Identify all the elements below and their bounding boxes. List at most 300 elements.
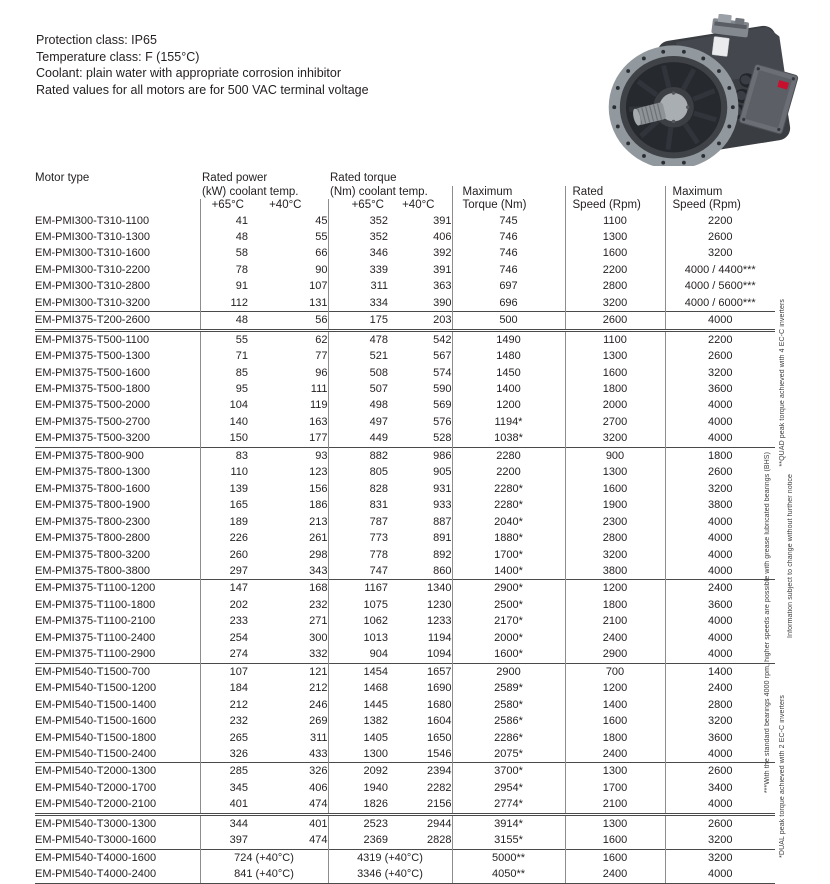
cell-ms: 4000 xyxy=(665,397,775,413)
cell-t65: 747 xyxy=(328,563,388,580)
cell-motor: EM-PMI375-T1100-2900 xyxy=(35,648,156,661)
cell-rs: 1600 xyxy=(565,365,665,381)
cell-p65: 41 xyxy=(200,213,248,229)
cell-p40: 406 xyxy=(309,781,328,794)
cell-rs: 1600 xyxy=(565,245,665,261)
cell-rs: 1300 xyxy=(565,348,665,364)
cell-t65: 828 xyxy=(328,481,388,497)
cell-p40: 45 xyxy=(315,214,328,227)
cell-p40: 474 xyxy=(309,834,328,847)
cell-t40: 1690 xyxy=(427,682,452,695)
cell-ms: 4000 xyxy=(665,866,775,883)
cell-p40: 332 xyxy=(309,648,328,661)
cell-motor: EM-PMI375-T800-2800 xyxy=(35,532,150,545)
cell-rs: 1700 xyxy=(565,780,665,796)
cell-rs: 2100 xyxy=(565,613,665,629)
cell-t40: 391 xyxy=(433,214,452,227)
header-torque-unit: (Nm) coolant temp. xyxy=(330,185,428,198)
cell-p65: 254 xyxy=(200,630,248,646)
cell-maxt: 2040* xyxy=(452,514,565,530)
cell-ms: 2200 xyxy=(665,213,775,229)
cell-t65: 1826 xyxy=(328,796,388,814)
cell-t65: 339 xyxy=(328,262,388,278)
cell-t65: 1062 xyxy=(328,613,388,629)
table-row xyxy=(35,697,775,713)
cell-p65: 397 xyxy=(200,832,248,849)
cell-rs: 1200 xyxy=(565,680,665,696)
motor-photo xyxy=(602,14,812,166)
cell-t40: 891 xyxy=(433,532,452,545)
cell-t40: 203 xyxy=(388,312,452,330)
cell-t65: 175 xyxy=(328,312,388,330)
cell-maxt: 2586* xyxy=(452,713,565,729)
cell-rs: 1800 xyxy=(565,597,665,613)
table-row xyxy=(35,348,775,364)
cell-p65: 140 xyxy=(200,414,248,430)
cell-p65: 147 xyxy=(200,580,248,597)
cell-p40: 77 xyxy=(315,350,328,363)
cell-motor: EM-PMI375-T800-1300 xyxy=(35,466,150,479)
table-row xyxy=(35,563,775,580)
cell-p65: 184 xyxy=(200,680,248,696)
cell-motor: EM-PMI300-T310-1300 xyxy=(35,230,150,243)
table-body xyxy=(35,213,775,884)
cell-p65: 265 xyxy=(200,730,248,746)
header-rated-torque: Rated torque xyxy=(330,172,397,184)
cell-ms: 3600 xyxy=(665,730,775,746)
cell-ms: 2600 xyxy=(665,348,775,364)
cell-p65: 150 xyxy=(200,430,248,447)
cell-p40: 111 xyxy=(310,383,328,396)
cell-t40: 2394 xyxy=(388,763,452,780)
cell-p40: 96 xyxy=(315,366,328,379)
cell-t65: 773 xyxy=(328,530,388,546)
cell-p40: 163 xyxy=(309,415,328,428)
cell-t65: 1167 xyxy=(328,580,388,597)
cell-rs: 2100 xyxy=(565,796,665,814)
cell-maxt: 2280 xyxy=(452,447,565,464)
cell-motor: EM-PMI375-T1100-1800 xyxy=(35,598,156,611)
cell-rs: 2400 xyxy=(565,746,665,763)
table-row xyxy=(35,278,775,294)
cell-p65: 71 xyxy=(200,348,248,364)
header-power-65: +65°C xyxy=(200,199,248,213)
table-row xyxy=(35,746,775,763)
cell-p65: 58 xyxy=(200,245,248,261)
cell-maxt: 696 xyxy=(452,295,565,312)
cell-p65: 232 xyxy=(200,713,248,729)
cell-motor: EM-PMI540-T4000-1600 xyxy=(35,849,200,866)
cell-p40: 343 xyxy=(309,565,328,578)
cell-tm: 4319 (+40°C) xyxy=(328,849,452,866)
cell-p65: 55 xyxy=(200,330,248,348)
cell-t40: 1194 xyxy=(427,631,452,644)
cell-t40: 2282 xyxy=(427,781,452,794)
cell-ms: 3200 xyxy=(665,849,775,866)
header-torque-65: +65°C xyxy=(328,199,388,213)
cell-p65: 202 xyxy=(200,597,248,613)
cell-motor: EM-PMI375-T500-3200 xyxy=(35,432,150,445)
cell-ms: 2600 xyxy=(665,229,775,245)
cell-p40: 311 xyxy=(309,731,328,744)
cell-t65: 507 xyxy=(328,381,388,397)
cell-rs: 1600 xyxy=(565,849,665,866)
cell-p40: 156 xyxy=(309,482,328,495)
header-rated-power: Rated power xyxy=(202,172,268,184)
cell-t40: 892 xyxy=(433,548,452,561)
cell-t40: 567 xyxy=(433,350,452,363)
cell-t65: 352 xyxy=(328,229,388,245)
cell-rs: 1300 xyxy=(565,229,665,245)
table-row xyxy=(35,832,775,849)
cell-p65: 344 xyxy=(200,814,248,832)
cell-p65: 85 xyxy=(200,365,248,381)
cell-t40: 860 xyxy=(433,565,452,578)
cell-t65: 1382 xyxy=(328,713,388,729)
table-row xyxy=(35,213,775,229)
cell-maxt: 745 xyxy=(452,213,565,229)
cell-p40: 90 xyxy=(315,263,328,276)
cell-t65: 1940 xyxy=(328,780,388,796)
cell-t40: 2944 xyxy=(388,814,452,832)
table-row xyxy=(35,613,775,629)
cell-pm: 724 (+40°C) xyxy=(200,849,328,866)
cell-maxt: 1490 xyxy=(452,330,565,348)
cell-motor: EM-PMI540-T3000-1600 xyxy=(35,834,157,847)
cell-t40: 1094 xyxy=(427,648,452,661)
cell-p40: 55 xyxy=(315,230,328,243)
motor-spec-table xyxy=(35,172,775,884)
cell-t40: 2156 xyxy=(427,798,452,811)
info-line-protection: Protection class: IP65 xyxy=(36,33,157,47)
cell-rs: 2200 xyxy=(565,262,665,278)
cell-p65: 78 xyxy=(200,262,248,278)
footnote-subject-to-change: Information subject to change without further notice xyxy=(787,474,794,638)
cell-motor: EM-PMI540-T1500-2400 xyxy=(35,748,157,760)
cell-ms: 2400 xyxy=(665,580,775,597)
cell-t40: 1230 xyxy=(427,598,452,611)
table-row xyxy=(35,330,775,348)
cell-rs: 700 xyxy=(565,663,665,680)
cell-maxt: 697 xyxy=(452,278,565,294)
table-row xyxy=(35,447,775,464)
cell-rs: 2400 xyxy=(565,866,665,883)
cell-rs: 1800 xyxy=(565,381,665,397)
cell-t40: 542 xyxy=(388,330,452,348)
cell-motor: EM-PMI540-T1500-1200 xyxy=(35,682,157,695)
cell-maxt: 1600* xyxy=(452,646,565,663)
cell-maxt: 1400 xyxy=(452,381,565,397)
cell-t40: 528 xyxy=(433,432,452,445)
table-row xyxy=(35,763,775,780)
cell-motor: EM-PMI375-T500-1600 xyxy=(35,366,150,379)
cell-motor: EM-PMI300-T310-2800 xyxy=(35,280,150,293)
cell-p65: 165 xyxy=(200,497,248,513)
cell-ms: 4000 xyxy=(665,746,775,763)
cell-maxt: 1700* xyxy=(452,547,565,563)
info-line-coolant: Coolant: plain water with appropriate corrosion inhibitor xyxy=(36,66,342,81)
cell-ms: 4000 xyxy=(665,430,775,447)
cell-p40: 213 xyxy=(309,515,328,528)
table-row xyxy=(35,814,775,832)
cell-p40: 131 xyxy=(309,296,328,309)
cell-t40: 933 xyxy=(433,499,452,512)
table-row xyxy=(35,547,775,563)
cell-motor: EM-PMI375-T500-2700 xyxy=(35,415,150,428)
cell-p65: 110 xyxy=(200,464,248,480)
cell-p40: 212 xyxy=(309,682,328,695)
cell-ms: 4000 xyxy=(665,563,775,580)
cell-t40: 391 xyxy=(433,263,452,276)
cell-t40: 569 xyxy=(433,399,452,412)
cell-t40: 1233 xyxy=(427,615,452,628)
cell-t65: 2523 xyxy=(328,814,388,832)
cell-rs: 1100 xyxy=(565,330,665,348)
table-row xyxy=(35,312,775,330)
cell-maxt: 2500* xyxy=(452,597,565,613)
cell-t40: 1546 xyxy=(427,748,452,760)
table-row xyxy=(35,780,775,796)
cell-maxt: 1400* xyxy=(452,563,565,580)
cell-t65: 497 xyxy=(328,414,388,430)
cell-maxt: 746 xyxy=(452,262,565,278)
cell-p65: 326 xyxy=(200,746,248,763)
table-row xyxy=(35,866,775,883)
cell-ms: 4000 / 6000*** xyxy=(665,295,775,312)
cell-rs: 1600 xyxy=(565,713,665,729)
cell-p40: 246 xyxy=(309,698,328,711)
cell-maxt: 2774* xyxy=(452,796,565,814)
cell-t65: 904 xyxy=(328,646,388,663)
cell-motor: EM-PMI375-T800-2300 xyxy=(35,515,150,528)
cell-ms: 2400 xyxy=(665,680,775,696)
header-max-torque: Maximum Torque (Nm) xyxy=(452,186,565,213)
cell-ms: 2200 xyxy=(665,330,775,348)
cell-maxt: 2280* xyxy=(452,481,565,497)
cell-p65: 107 xyxy=(200,663,248,680)
cell-rs: 1600 xyxy=(565,481,665,497)
cell-motor: EM-PMI540-T2000-1700 xyxy=(35,781,157,794)
cell-rs: 2400 xyxy=(565,630,665,646)
cell-ms: 2800 xyxy=(665,697,775,713)
cell-maxt: 3700* xyxy=(452,763,565,780)
cell-ms: 4000 xyxy=(665,796,775,814)
cell-t65: 346 xyxy=(328,245,388,261)
footnote-quad: **QUAD peak torque achieved with 4 EC-C inverters xyxy=(779,299,786,467)
cell-maxt: 746 xyxy=(452,229,565,245)
cell-t40: 931 xyxy=(433,482,452,495)
cell-t65: 2369 xyxy=(328,832,388,849)
cell-ms: 4000 / 4400*** xyxy=(665,262,775,278)
cell-ms: 3600 xyxy=(665,597,775,613)
cell-p40: 269 xyxy=(309,715,328,728)
cell-rs: 2600 xyxy=(565,312,665,330)
info-block xyxy=(36,32,369,98)
table-row xyxy=(35,481,775,497)
cell-t65: 508 xyxy=(328,365,388,381)
cell-p40: 93 xyxy=(248,447,328,464)
cell-t40: 390 xyxy=(433,296,452,309)
cell-p65: 48 xyxy=(200,312,248,330)
table-row xyxy=(35,663,775,680)
cell-t40: 574 xyxy=(433,366,452,379)
cell-motor: EM-PMI540-T3000-1300 xyxy=(35,814,200,832)
cell-motor: EM-PMI540-T1500-700 xyxy=(35,663,200,680)
cell-rs: 1400 xyxy=(565,697,665,713)
cell-motor: EM-PMI540-T2000-1300 xyxy=(35,763,200,780)
cell-maxt: 2075* xyxy=(452,746,565,763)
cell-maxt: 1038* xyxy=(452,430,565,447)
cell-rs: 1100 xyxy=(565,213,665,229)
cell-p40: 186 xyxy=(309,499,328,512)
table-row xyxy=(35,365,775,381)
cell-rs: 1800 xyxy=(565,730,665,746)
table-row xyxy=(35,381,775,397)
cell-motor: EM-PMI375-T500-2000 xyxy=(35,399,150,412)
cell-ms: 4000 xyxy=(665,530,775,546)
cell-ms: 4000 xyxy=(665,414,775,430)
cell-rs: 1300 xyxy=(565,464,665,480)
cell-rs: 2900 xyxy=(565,646,665,663)
cell-p40: 271 xyxy=(309,615,328,628)
cell-rs: 2700 xyxy=(565,414,665,430)
cell-motor: EM-PMI300-T310-2200 xyxy=(35,263,150,276)
cell-rs: 1600 xyxy=(565,832,665,849)
cell-maxt: 2170* xyxy=(452,613,565,629)
cell-rs: 2000 xyxy=(565,397,665,413)
cell-p40: 261 xyxy=(309,532,328,545)
table-row xyxy=(35,630,775,646)
table-row xyxy=(35,397,775,413)
cell-p65: 345 xyxy=(200,780,248,796)
table-row xyxy=(35,229,775,245)
cell-p40: 121 xyxy=(248,663,328,680)
cell-p65: 233 xyxy=(200,613,248,629)
cell-maxt: 1450 xyxy=(452,365,565,381)
cell-ms: 1400 xyxy=(665,663,775,680)
cell-rs: 3800 xyxy=(565,563,665,580)
cell-p40: 474 xyxy=(309,798,328,811)
cell-motor: EM-PMI540-T2000-2100 xyxy=(35,798,157,811)
cell-t65: 1013 xyxy=(328,630,388,646)
cell-t40: 363 xyxy=(433,280,452,293)
cell-t65: 311 xyxy=(328,278,388,294)
table-row xyxy=(35,497,775,513)
cell-maxt: 2286* xyxy=(452,730,565,746)
cell-t65: 882 xyxy=(328,447,388,464)
cell-ms: 4000 xyxy=(665,547,775,563)
cell-motor: EM-PMI540-T1500-1400 xyxy=(35,698,157,711)
header-rated-speed: Rated Speed (Rpm) xyxy=(565,186,665,213)
cell-t40: 1657 xyxy=(388,663,452,680)
table-row xyxy=(35,680,775,696)
cell-p65: 189 xyxy=(200,514,248,530)
cell-p40: 168 xyxy=(248,580,328,597)
cell-t65: 831 xyxy=(328,497,388,513)
header-power-unit: (kW) coolant temp. xyxy=(202,185,299,198)
cell-motor: EM-PMI375-T500-1300 xyxy=(35,350,150,363)
cell-motor: EM-PMI375-T1100-2400 xyxy=(35,631,156,644)
cell-t40: 406 xyxy=(433,230,452,243)
cell-p40: 401 xyxy=(248,814,328,832)
cell-p40: 232 xyxy=(309,598,328,611)
cell-maxt: 1480 xyxy=(452,348,565,364)
cell-maxt: 746 xyxy=(452,245,565,261)
cell-p40: 62 xyxy=(248,330,328,348)
cell-motor: EM-PMI375-T500-1800 xyxy=(35,383,150,396)
cell-p40: 123 xyxy=(309,466,328,479)
cell-t40: 887 xyxy=(433,515,452,528)
cell-p65: 112 xyxy=(200,295,248,312)
cell-rs: 2800 xyxy=(565,278,665,294)
cell-p65: 226 xyxy=(200,530,248,546)
table-row xyxy=(35,796,775,814)
cell-rs: 2800 xyxy=(565,530,665,546)
cell-t40: 1650 xyxy=(427,731,452,744)
table-row xyxy=(35,414,775,430)
cell-motor: EM-PMI375-T200-2600 xyxy=(35,312,200,330)
table-header xyxy=(35,172,775,213)
table-row xyxy=(35,849,775,866)
cell-t40: 392 xyxy=(433,247,452,260)
table-row xyxy=(35,262,775,278)
cell-motor: EM-PMI375-T800-1900 xyxy=(35,499,150,512)
cell-p40: 433 xyxy=(309,748,328,760)
cell-ms: 3200 xyxy=(665,481,775,497)
cell-t65: 449 xyxy=(328,430,388,447)
cell-ms: 4000 / 5600*** xyxy=(665,278,775,294)
cell-p40: 300 xyxy=(309,631,328,644)
table-row xyxy=(35,295,775,312)
table-row xyxy=(35,646,775,663)
cell-p40: 177 xyxy=(309,432,328,445)
table-row xyxy=(35,430,775,447)
footnote-dual: *DUAL peak torque achieved with 2 EC-C inverters xyxy=(779,695,786,858)
cell-t65: 2092 xyxy=(328,763,388,780)
cell-ms: 4000 xyxy=(665,514,775,530)
cell-ms: 3600 xyxy=(665,381,775,397)
cell-motor: EM-PMI540-T4000-2400 xyxy=(35,866,200,883)
cell-t40: 1604 xyxy=(427,715,452,728)
cell-tm: 3346 (+40°C) xyxy=(328,866,452,883)
cell-t65: 1075 xyxy=(328,597,388,613)
table-row xyxy=(35,580,775,597)
header-max-speed: Maximum Speed (Rpm) xyxy=(665,186,775,213)
cell-t65: 778 xyxy=(328,547,388,563)
cell-p65: 91 xyxy=(200,278,248,294)
cell-t40: 576 xyxy=(433,415,452,428)
footnote-standard-bearings: ***With the standard bearings 4000 rpm, higher speeds are possible with grease lubricated bearings (BHS) xyxy=(764,452,771,794)
cell-maxt: 3914* xyxy=(452,814,565,832)
cell-maxt: 2589* xyxy=(452,680,565,696)
table-row xyxy=(35,245,775,261)
cell-t65: 352 xyxy=(328,213,388,229)
cell-motor: EM-PMI540-T1500-1600 xyxy=(35,715,157,728)
cell-ms: 3200 xyxy=(665,245,775,261)
cell-rs: 2300 xyxy=(565,514,665,530)
cell-ms: 3200 xyxy=(665,832,775,849)
cell-maxt: 1880* xyxy=(452,530,565,546)
cell-ms: 3400 xyxy=(665,780,775,796)
cell-maxt: 2900 xyxy=(452,663,565,680)
cell-t40: 905 xyxy=(433,466,452,479)
cell-ms: 4000 xyxy=(665,312,775,330)
cell-maxt: 3155* xyxy=(452,832,565,849)
cell-p40: 326 xyxy=(248,763,328,780)
cell-t65: 1445 xyxy=(328,697,388,713)
cell-maxt: 2000* xyxy=(452,630,565,646)
cell-maxt: 2200 xyxy=(452,464,565,480)
